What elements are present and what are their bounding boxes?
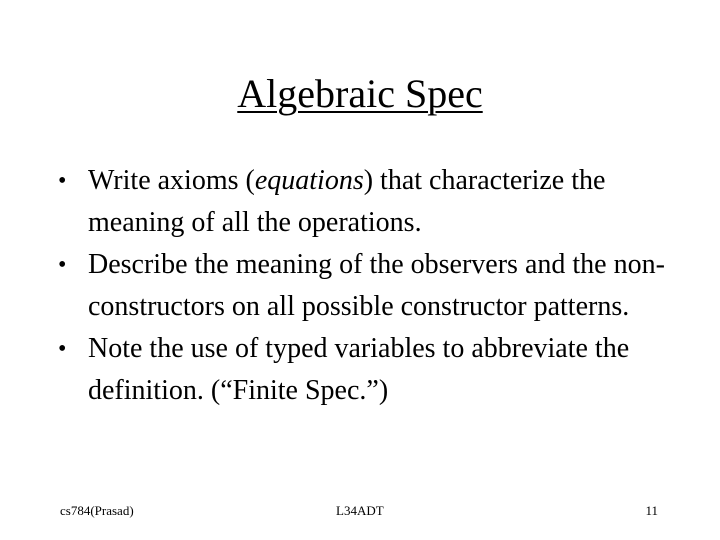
slide-title-text: Algebraic Spec [237, 71, 483, 116]
bullet-1-emphasis: equations [254, 165, 364, 196]
bullet-item-3 [58, 328, 698, 412]
footer-lecture-id: L34ADT [336, 503, 384, 518]
bullet-item-2 [58, 244, 698, 328]
bullet-3-text: Note the use of typed variables to abbreviate the definition. (“Finite Spec.”) [88, 333, 630, 406]
bullet-2-text: Describe the meaning of the observers and the non-constructors on all possible constructor patterns. [88, 249, 665, 322]
bullet-marker: • [58, 252, 67, 278]
footer-page-number: 11 [645, 503, 658, 518]
bullet-marker: • [58, 168, 67, 194]
bullet-list [58, 160, 698, 412]
bullet-item-1 [58, 160, 698, 244]
bullet-1-text-a: Write axioms ( [88, 165, 255, 196]
footer-author: cs784(Prasad) [60, 503, 134, 518]
slide-title [0, 68, 720, 120]
bullet-marker: • [58, 336, 67, 362]
bullet-1-text-b: ) that characterize the meaning of all the operations. [88, 165, 606, 238]
